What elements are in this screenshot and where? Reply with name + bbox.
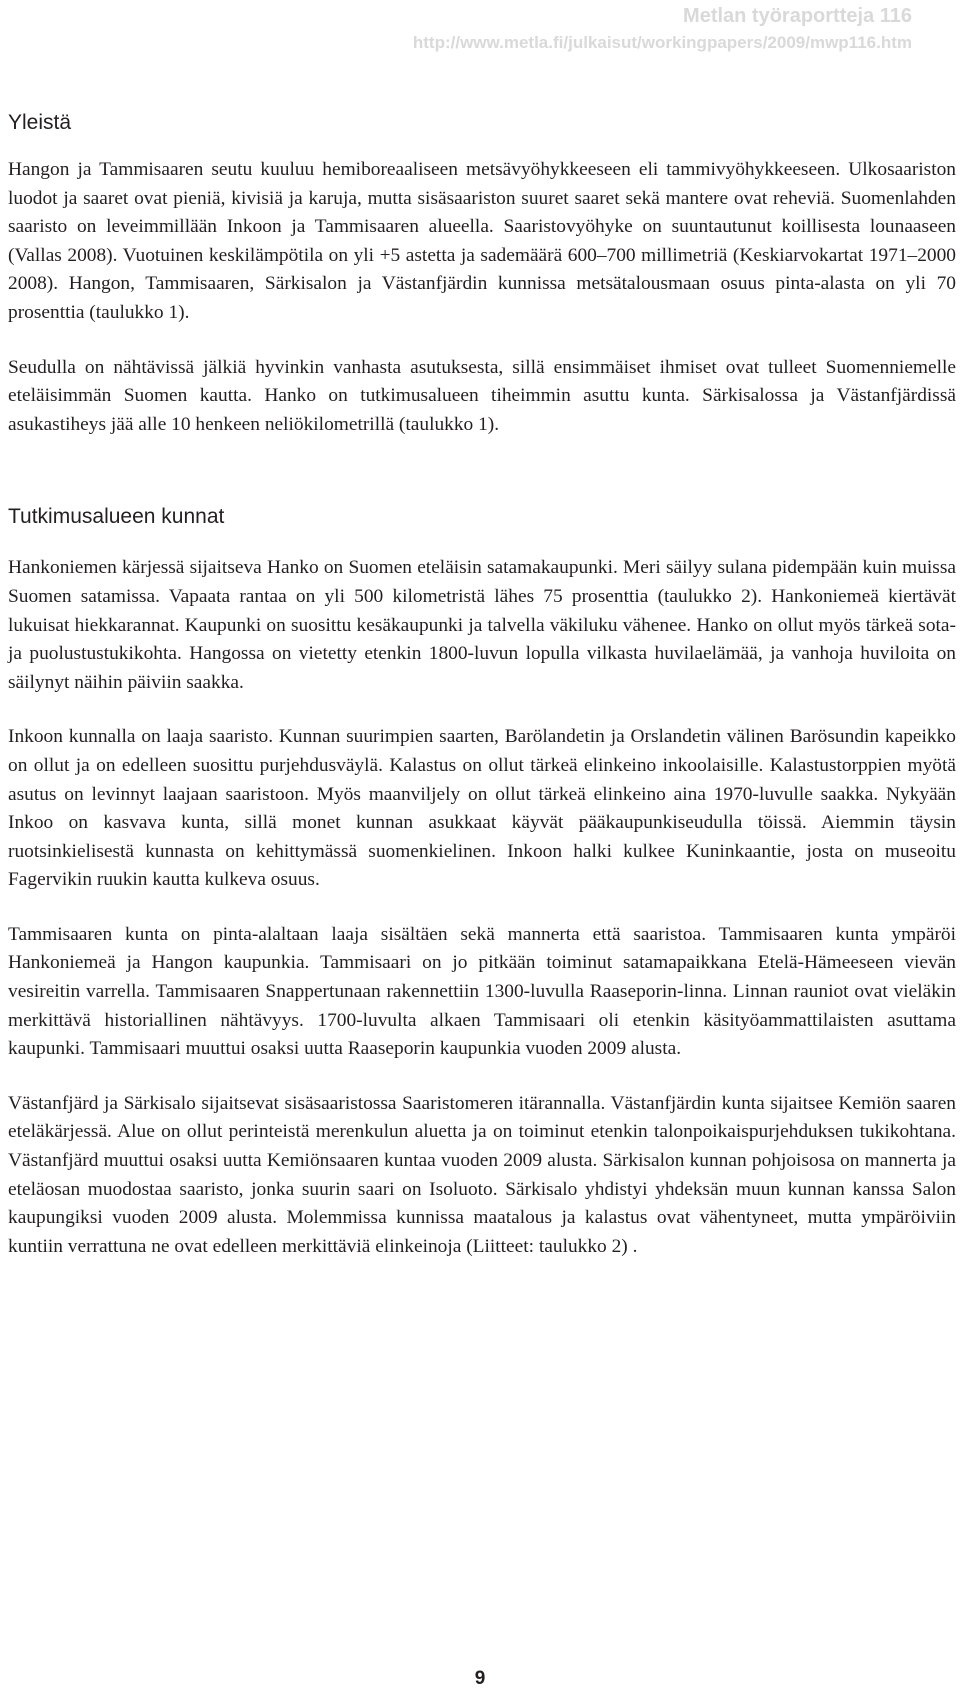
series-title: Metlan työraportteja 116 [683, 5, 912, 27]
paragraph: Västanfjärd ja Särkisalo sijaitsevat sisäsaaristossa Saaristomeren itärannalla. Västanfjärdin kunta sijaitsee Kemiön saaren eteläkärjessä. Alue on ollut perinteistä merenkulun aluetta ja on toiminut etenkin talonpoikaispurjehduksen tukikohtana. Västanfjärd muuttui osaksi uutta Kemiönsaaren kuntaa vuoden 2009 alusta. Särkisalon kunnan pohjoisosa on mannerta ja eteläosan muodostaa saaristo, jonka suurin saari on Isoluoto. Särkisalo yhdistyi yhdeksän muun kunnan kanssa Salon kaupungiksi vuoden 2009 alusta. Molemmissa kunnissa maatalous ja kalastus ovat vähentyneet, mutta ympäröiviin kuntiin verrattuna ne ovat edelleen merkittäviä elinkeinoja (Liitteet: taulukko 2) . [8, 1092, 956, 1257]
document-body [8, 110, 956, 1261]
page-number: 9 [474, 1668, 486, 1689]
page-header [413, 4, 912, 54]
paragraph: Seudulla on nähtävissä jälkiä hyvinkin vanhasta asutuksesta, sillä ensimmäiset ihmiset ovat tulleet Suomenniemelle eteläisimmän Suomen kautta. Hanko on tutkimusalueen tiheimmin asuttu kunta. Särkisalossa ja Västanfjärdissä asukastiheys jää alle 10 henkeen neliökilometrillä (taulukko 1). [8, 356, 956, 435]
section-heading-tutkimusalueen-kunnat: Tutkimusalueen kunnat [8, 505, 225, 529]
publication-url[interactable]: http://www.metla.fi/julkaisut/workingpapers/2009/mwp116.htm [412, 33, 912, 52]
paragraph: Hangon ja Tammisaaren seutu kuuluu hemiboreaaliseen metsävyöhykkeeseen eli tammivyöhykkeeseen. Ulkosaariston luodot ja saaret ovat pieniä, kivisiä ja karuja, mutta sisäsaariston suuret saaret sekä mantere ovat reheviä. Suomenlahden saaristo on leveimmillään Inkoon ja Tammisaaren alueella. Saaristovyöhyke on suuntautunut koillisesta lounaaseen (Vallas 2008). Vuotuinen keskilämpötila on yli +5 astetta ja sademäärä 600–700 millimetriä (Keskiarvokartat 1971–2000 2008). Hangon, Tammisaaren, Särkisalon ja Västanfjärdin kunnissa metsätalousmaan osuus pinta-alasta on yli 70 prosenttia (taulukko 1). [8, 159, 956, 323]
section-heading-yleista: Yleistä [8, 111, 72, 134]
paragraph: Hankoniemen kärjessä sijaitseva Hanko on Suomen eteläisin satamakaupunki. Meri säilyy sulana pidempään kuin muissa Suomen satamissa. Vapaata rantaa on yli 500 kilometristä lähes 75 prosenttia (taulukko 2). Hankoniemeä kiertävät lukuisat hiekkarannat. Kaupunki on suosittu kesäkaupunki ja talvella väkiluku vähenee. Hanko on ollut myös tärkeä sota- ja puolustustukikohta. Hangossa on vietetty etenkin 1800-luvun lopulla vilkasta huvilaelämää, ja vanhoja huviloita on säilynyt näihin päiviin saakka. [8, 557, 956, 693]
paragraph: Tammisaaren kunta on pinta-alaltaan laaja sisältäen sekä mannerta että saaristoa. Tammisaaren kunta ympäröi Hankoniemeä ja Hangon kaupunkia. Tammisaari on jo pitkään toiminut satamapaikkana Etelä-Hämeeseen vievän vesireitin varrella. Tammisaaren Snappertunaan rakennettiin 1300-luvulla Raaseporin-linna. Linnan rauniot ovat vieläkin merkittävä historiallinen nähtävyys. 1700-luvulta alkaen Tammisaari oli etenkin käsityöammattilaisten asuttama kaupunki. Tammisaari muuttui osaksi uutta Raaseporin kaupunkia vuoden 2009 alusta. [8, 923, 956, 1060]
paragraph: Inkoon kunnalla on laaja saaristo. Kunnan suurimpien saarten, Barölandetin ja Orslandetin välinen Barösundin kapeikko on ollut ja on edelleen suosittu purjehdusväylä. Kalastus on ollut tärkeä elinkeino inkoolaisille. Kalastustorppien myötä asutus on levinnyt laajaan saaristoon. Myös maanviljely on ollut tärkeä elinkeino aina 1970-luvulle saakka. Nykyään Inkoo on kasvava kunta, sillä monet kunnan asukkaat käyvät pääkaupunkiseudulla töissä. Aiemmin täysin ruotsinkielisestä kunnasta on kehittymässä suomenkielinen. Inkoon halki kulkee Kuninkaantie, josta on museoitu Fagervikin ruukin kautta kulkeva osuus. [8, 726, 956, 891]
